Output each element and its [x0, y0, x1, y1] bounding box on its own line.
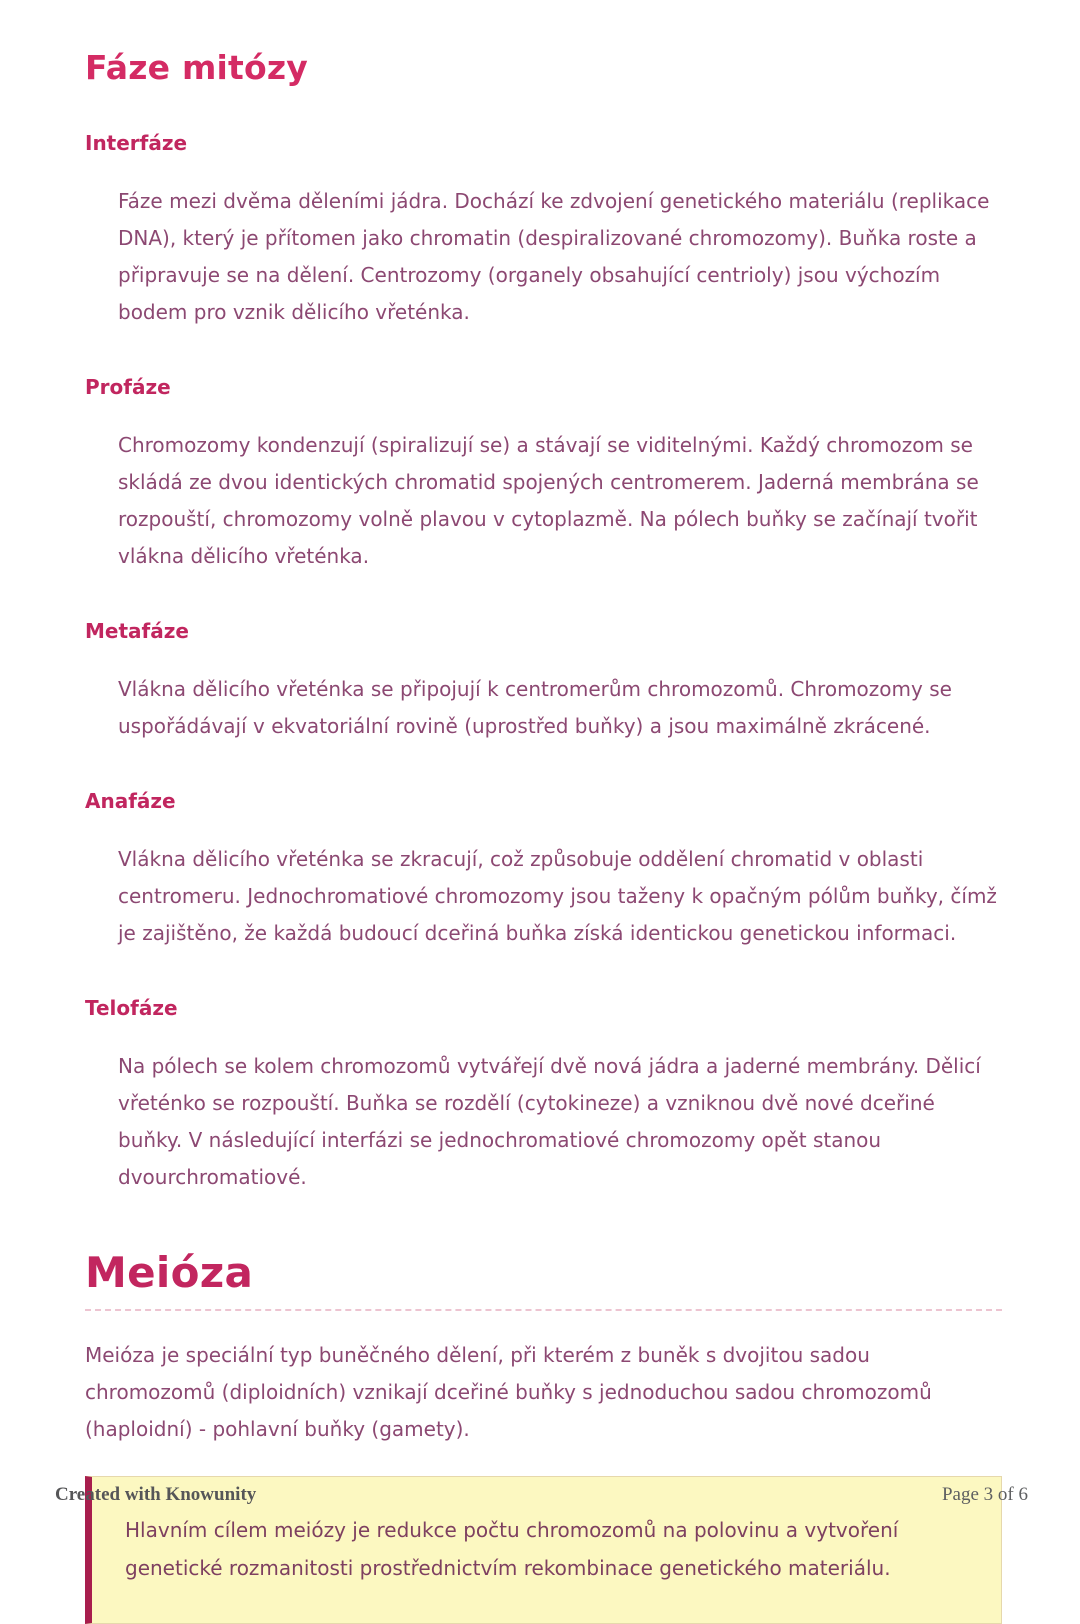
section-heading-anafaze: Anafáze [85, 789, 176, 813]
page-title: Fáze mitózy [85, 48, 309, 87]
section-paragraph-telofaze: Na pólech se kolem chromozomů vytvářejí dvě nová jádra a jaderné membrány. Dělicí vřeténko se rozpouští. Buňka se rozdělí (cytokineze) a vzniknou dvě nové dceřiné buňky. V následující interfázi se jednochromatiové chromozomy opět stanou dvourchromatiové. [118, 1054, 981, 1189]
dashed-divider [85, 1309, 1002, 1311]
section-paragraph-interfaze: Fáze mezi dvěma děleními jádra. Dochází ke zdvojení genetického materiálu (replikace DNA), který je přítomen jako chromatin (despiralizované chromozomy). Buňka roste a připravuje se na dělení. Centrozomy (organely obsahující centrioly) jsou výchozím bodem pro vznik dělicího vřeténka. [118, 189, 990, 324]
section-paragraph-profaze: Chromozomy kondenzují (spiralizují se) a stávají se viditelnými. Každý chromozom se skládá ze dvou identických chromatid spojených centromerem. Jaderná membrána se rozpouští, chromozomy volně plavou v cytoplazmě. Na pólech buňky se začínají tvořit vlákna dělicího vřeténka. [118, 433, 979, 568]
section-heading-profaze: Profáze [85, 375, 171, 399]
section-profaze [85, 375, 1002, 575]
page-number-label: Page 3 of 6 [941, 1484, 1028, 1505]
document-page [85, 48, 1002, 1624]
section-telofaze [85, 996, 1002, 1196]
page-footer [55, 1484, 1028, 1506]
created-with-label: Created with Knowunity [55, 1484, 257, 1505]
section-paragraph-anafaze: Vlákna dělicího vřeténka se zkracují, což způsobuje oddělení chromatid v oblasti centromeru. Jednochromatiové chromozomy jsou taženy k opačným pólům buňky, čímž je zajištěno, že každá budoucí dceřiná buňka získá identickou genetickou informaci. [118, 847, 997, 945]
meiosis-intro-paragraph: Meióza je speciální typ buněčného dělení, při kterém z buněk s dvojitou sadou chromozomů (diploidních) vznikají dceřiné buňky s jednoduchou sadou chromozomů (haploidní) - pohlavní buňky (gamety). [85, 1343, 932, 1441]
section-metafaze [85, 619, 1002, 745]
section-interfaze [85, 131, 1002, 331]
section-heading-telofaze: Telofáze [85, 996, 178, 1020]
section-heading-interfaze: Interfáze [85, 131, 188, 155]
section-paragraph-metafaze: Vlákna dělicího vřeténka se připojují k centromerům chromozomů. Chromozomy se uspořádávají v ekvatoriální rovině (uprostřed buňky) a jsou maximálně zkrácené. [118, 677, 952, 738]
meioza-heading: Meióza [85, 1248, 254, 1297]
section-heading-metafaze: Metafáze [85, 619, 189, 643]
section-anafaze [85, 789, 1002, 952]
callout-text: Hlavním cílem meiózy je redukce počtu chromozomů na polovinu a vytvoření genetické rozmanitosti prostřednictvím rekombinace genetického materiálu. [125, 1518, 899, 1580]
